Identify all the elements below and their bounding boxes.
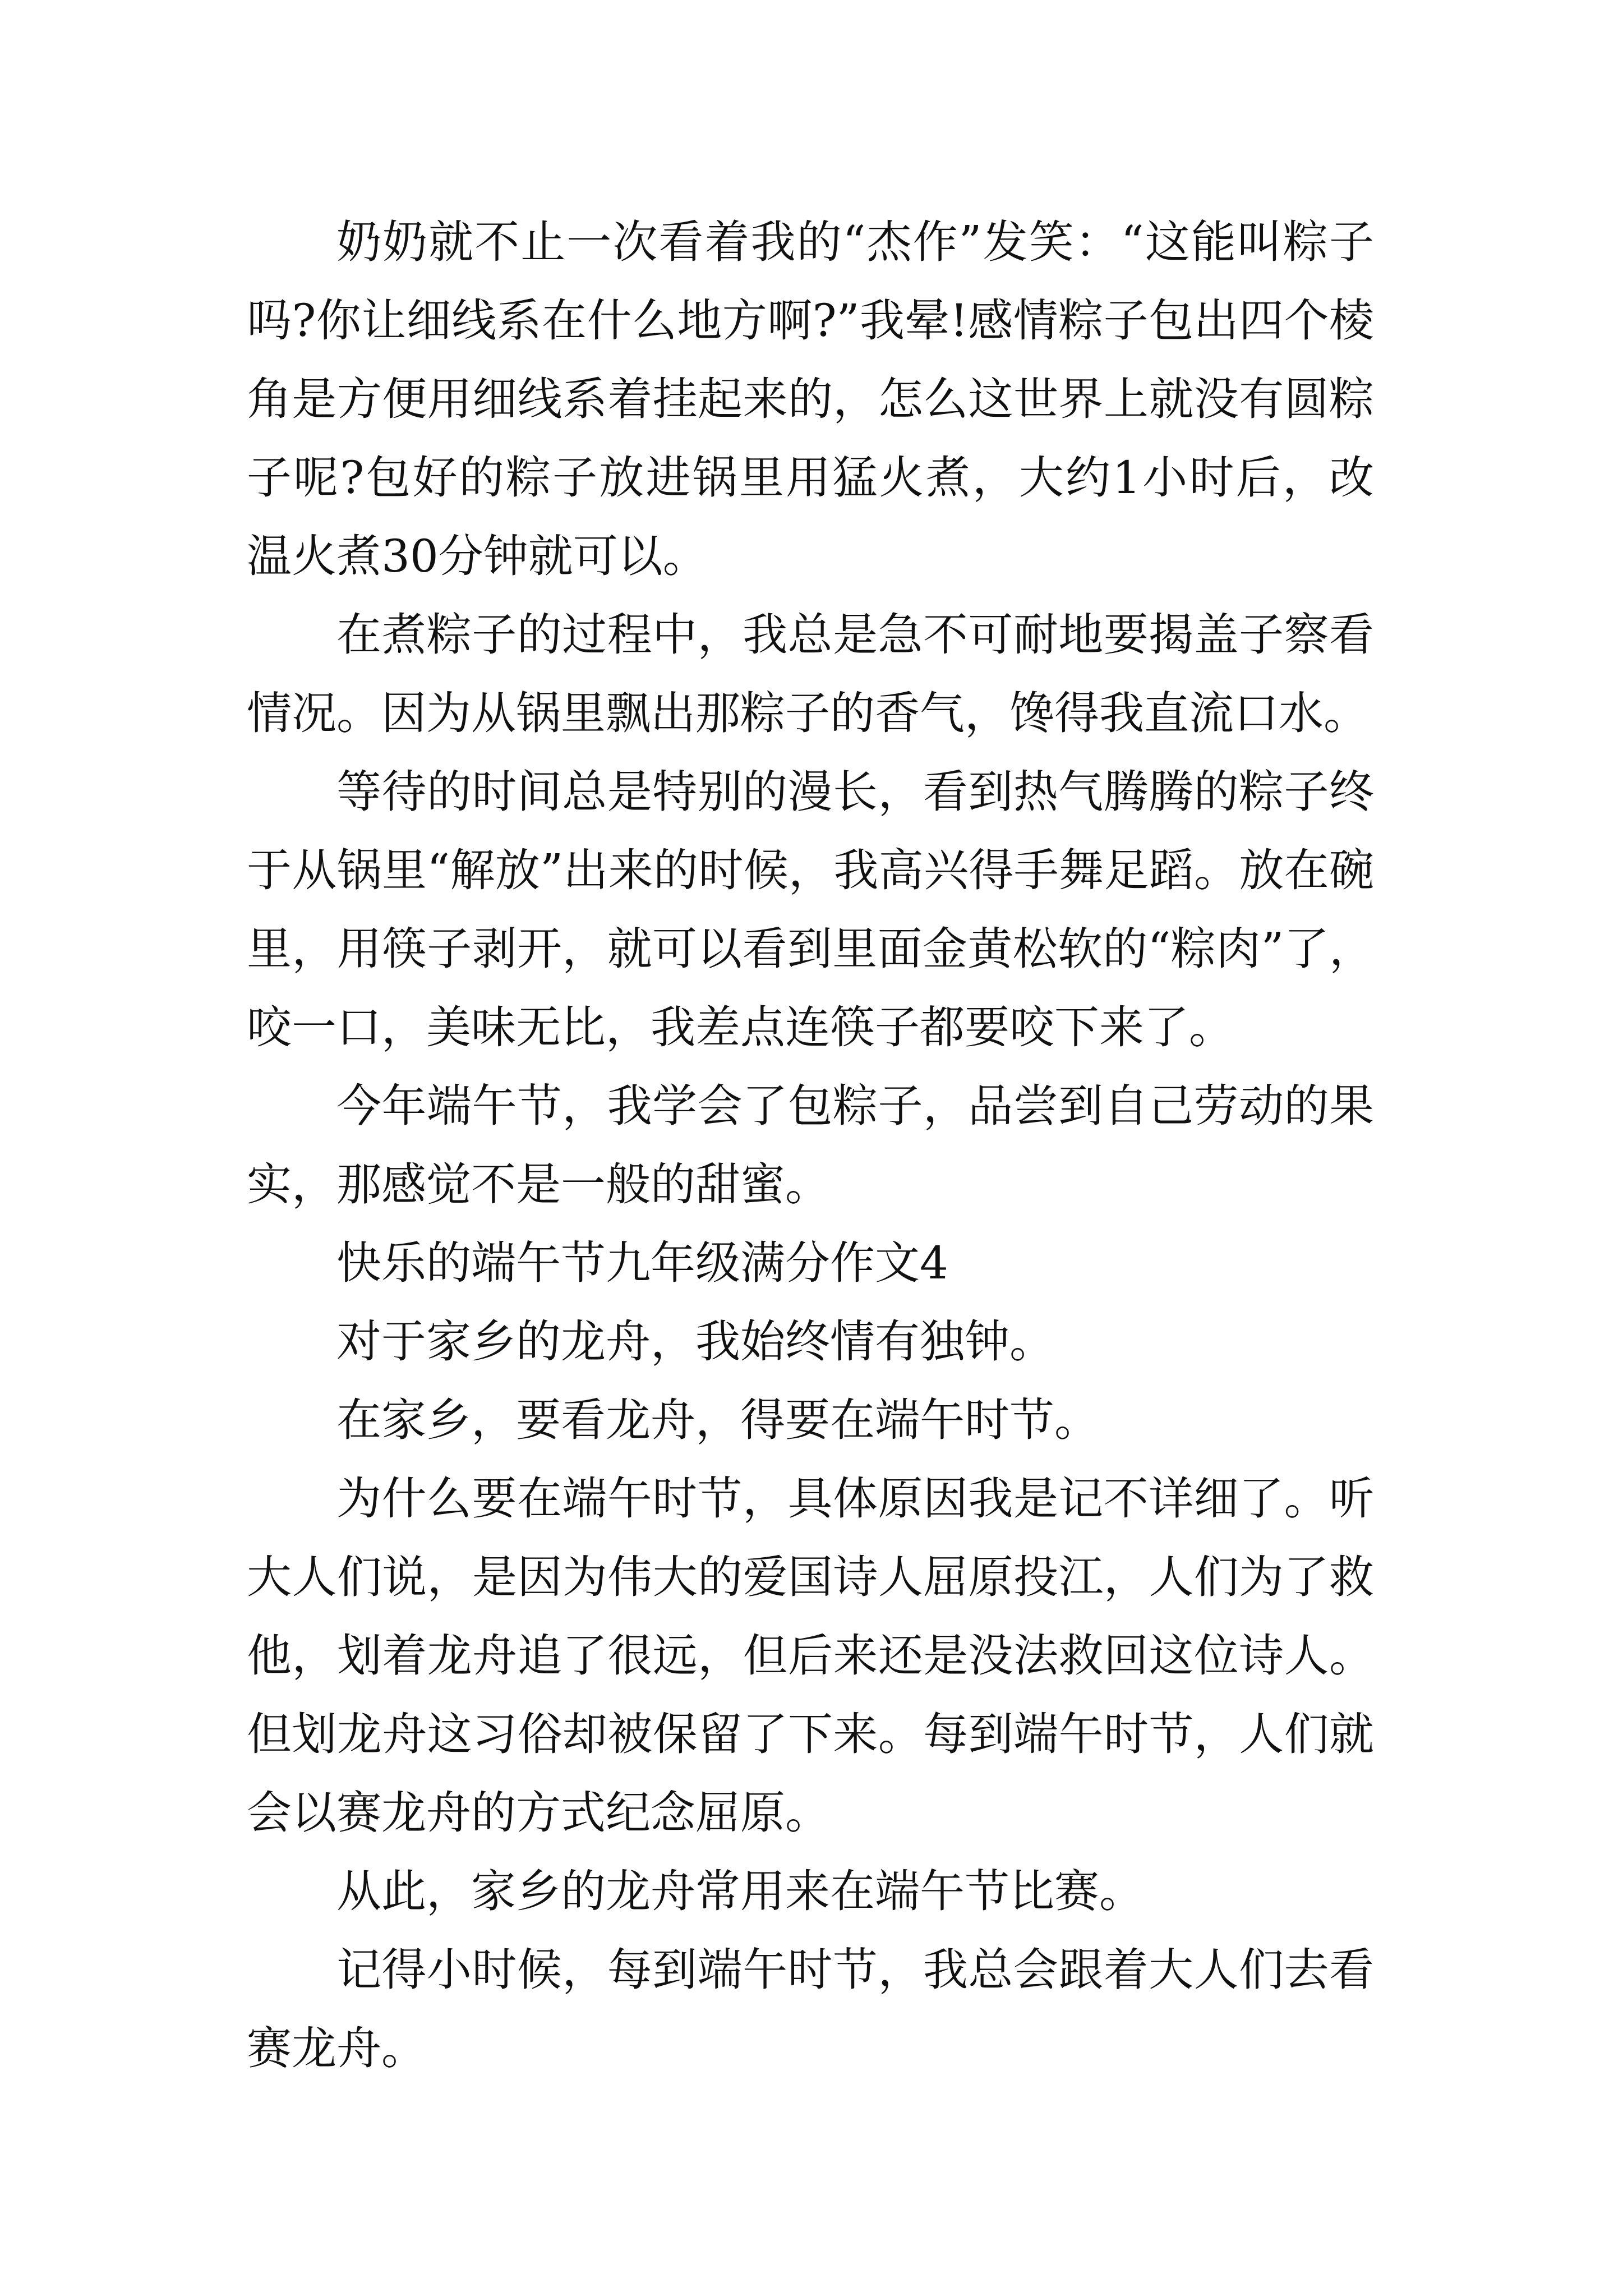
section-heading: 快乐的端午节九年级满分作文4 xyxy=(336,1237,948,1289)
paragraph: 对于家乡的龙舟，我始终情有独钟。 xyxy=(336,1315,1054,1368)
body-text xyxy=(247,203,1374,2088)
paragraph: 记得小时候，每到端午时节，我总会跟着大人们去看赛龙舟。 xyxy=(247,1944,1374,2074)
paragraph: 在家乡，要看龙舟，得要在端午时节。 xyxy=(336,1394,1099,1446)
paragraph: 在煮粽子的过程中，我总是急不可耐地要揭盖子察看情况。因为从锅里飘出那粽子的香气，馋得我直流口水。 xyxy=(247,609,1374,739)
paragraph: 今年端午节，我学会了包粽子，品尝到自己劳动的果实，那感觉不是一般的甜蜜。 xyxy=(247,1080,1374,1211)
paragraph: 从此，家乡的龙舟常用来在端午节比赛。 xyxy=(336,1865,1144,1917)
paragraph: 等待的时间总是特别的漫长，看到热气腾腾的粽子终于从锅里“解放”出来的时候，我高兴得手舞足蹈。放在碗里，用筷子剥开，就可以看到里面金黄松软的“粽肉”了，咬一口，美味无比，我差点连筷子都要咬下来了。 xyxy=(247,766,1374,1053)
paragraph: 为什么要在端午时节，具体原因我是记不详细了。听大人们说，是因为伟大的爱国诗人屈原投江，人们为了救他，划着龙舟追了很远，但后来还是没法救回这位诗人。但划龙舟这习俗却被保留了下来。每到端午时节，人们就会以赛龙舟的方式纪念屈原。 xyxy=(247,1473,1374,1839)
paragraph: 奶奶就不止一次看着我的“杰作”发笑：“这能叫粽子吗?你让细线系在什么地方啊?”我晕!感情粽子包出四个棱角是方便用细线系着挂起来的，怎么这世界上就没有圆粽子呢?包好的粽子放进锅里用猛火煮，大约1小时后，改温火煮30分钟就可以。 xyxy=(247,216,1374,582)
